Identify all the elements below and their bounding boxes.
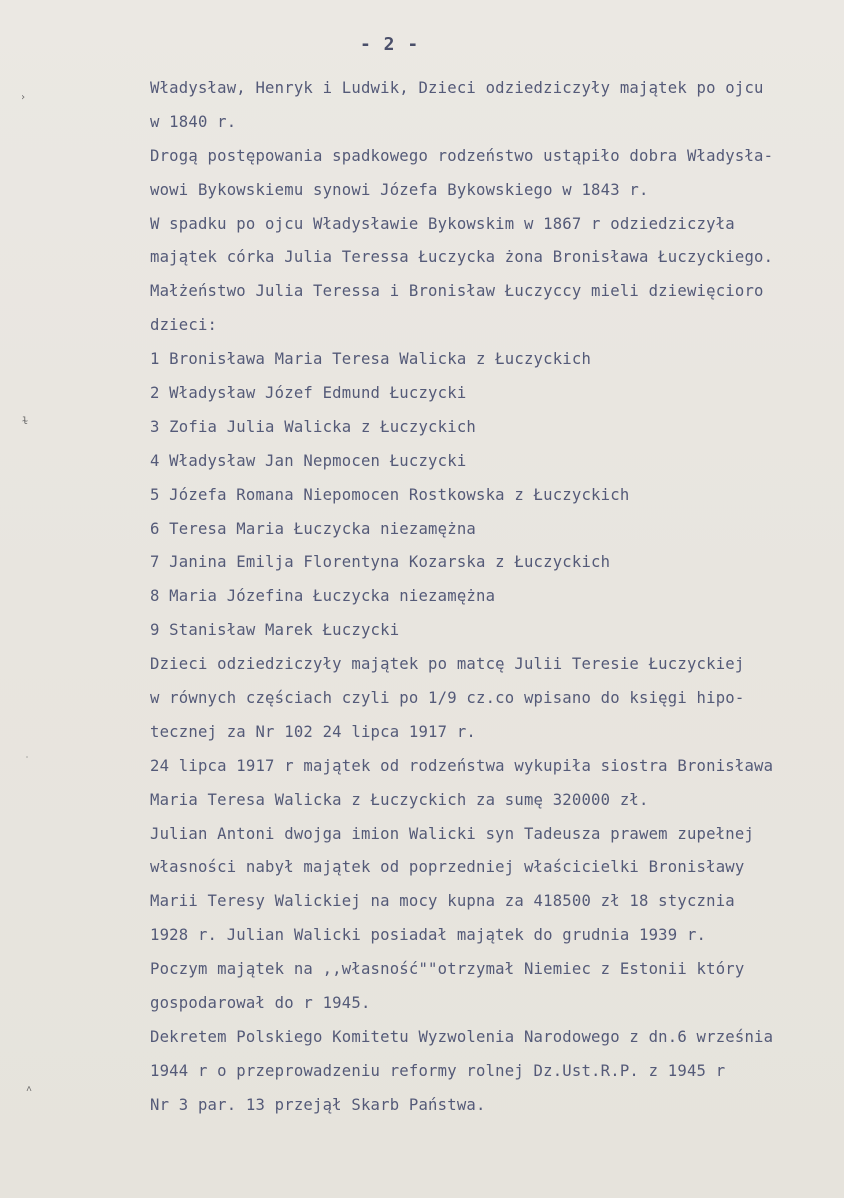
list-item: 6 Teresa Maria Łuczycka niezamężna xyxy=(150,519,476,538)
margin-mark: ˙ xyxy=(24,756,31,767)
list-item: 9 Stanisław Marek Łuczycki xyxy=(150,621,400,640)
text-line: Drogą postępowania spadkowego rodzeństwo ustąpiło dobra Władysła- xyxy=(150,146,774,165)
document-body xyxy=(150,72,840,1123)
list-item: 2 Władysław Józef Edmund Łuczycki xyxy=(150,384,467,403)
text-line: 1928 r. Julian Walicki posiadał majątek do grudnia 1939 r. xyxy=(150,926,707,945)
list-item: 8 Maria Józefina Łuczycka niezamężna xyxy=(150,587,496,606)
text-line: Maria Teresa Walicka z Łuczyckich za sumę 320000 zł. xyxy=(150,790,649,809)
margin-mark: ˄ xyxy=(26,1084,33,1095)
text-line: w 1840 r. xyxy=(150,112,237,131)
text-line: majątek córka Julia Teressa Łuczycka żona Bronisława Łuczyckiego. xyxy=(150,248,774,267)
text-line: dzieci: xyxy=(150,316,218,335)
text-line: w równych częściach czyli po 1/9 cz.co wpisano do księgi hipo- xyxy=(150,689,745,708)
margin-mark: › xyxy=(20,92,27,103)
page-number: - 2 - xyxy=(360,34,420,55)
list-item: 4 Władysław Jan Nepmocen Łuczycki xyxy=(150,451,467,470)
text-line: Dekretem Polskiego Komitetu Wyzwolenia Narodowego z dn.6 września xyxy=(150,1027,774,1046)
text-line: 24 lipca 1917 r majątek od rodzeństwa wykupiła siostra Bronisława xyxy=(150,756,774,775)
text-line: Władysław, Henryk i Ludwik, Dzieci odziedziczyły majątek po ojcu xyxy=(150,79,764,97)
text-line: wowi Bykowskiemu synowi Józefa Bykowskiego w 1843 r. xyxy=(150,180,649,199)
text-line: Nr 3 par. 13 przejął Skarb Państwa. xyxy=(150,1095,486,1114)
list-item: 7 Janina Emilja Florentyna Kozarska z Łuczyckich xyxy=(150,553,611,572)
text-line: Marii Teresy Walickiej na mocy kupna za 418500 zł 18 stycznia xyxy=(150,892,735,911)
list-item: 1 Bronisława Maria Teresa Walicka z Łuczyckich xyxy=(150,350,592,369)
text-line: W spadku po ojcu Władysławie Bykowskim w 1867 r odziedziczyła xyxy=(150,214,735,233)
text-line: Poczym majątek na ,,własność""otrzymał Niemiec z Estonii który xyxy=(150,960,745,979)
margin-mark: ɫ xyxy=(22,416,29,427)
text-line: Małżeństwo Julia Teressa i Bronisław Łuczyccy mieli dziewięcioro xyxy=(150,282,764,301)
list-item: 5 Józefa Romana Niepomocen Rostkowska z Łuczyckich xyxy=(150,485,630,504)
text-line: gospodarował do r 1945. xyxy=(150,994,371,1013)
text-line: Julian Antoni dwojga imion Walicki syn Tadeusza prawem zupełnej xyxy=(150,824,755,843)
text-line: własności nabył majątek od poprzedniej właścicielki Bronisławy xyxy=(150,858,745,877)
text-line: tecznej za Nr 102 24 lipca 1917 r. xyxy=(150,722,476,741)
text-line: Dzieci odziedziczyły majątek po matcę Julii Teresie Łuczyckiej xyxy=(150,655,745,674)
text-line: 1944 r o przeprowadzeniu reformy rolnej Dz.Ust.R.P. z 1945 r xyxy=(150,1061,726,1080)
list-item: 3 Zofia Julia Walicka z Łuczyckich xyxy=(150,417,476,436)
